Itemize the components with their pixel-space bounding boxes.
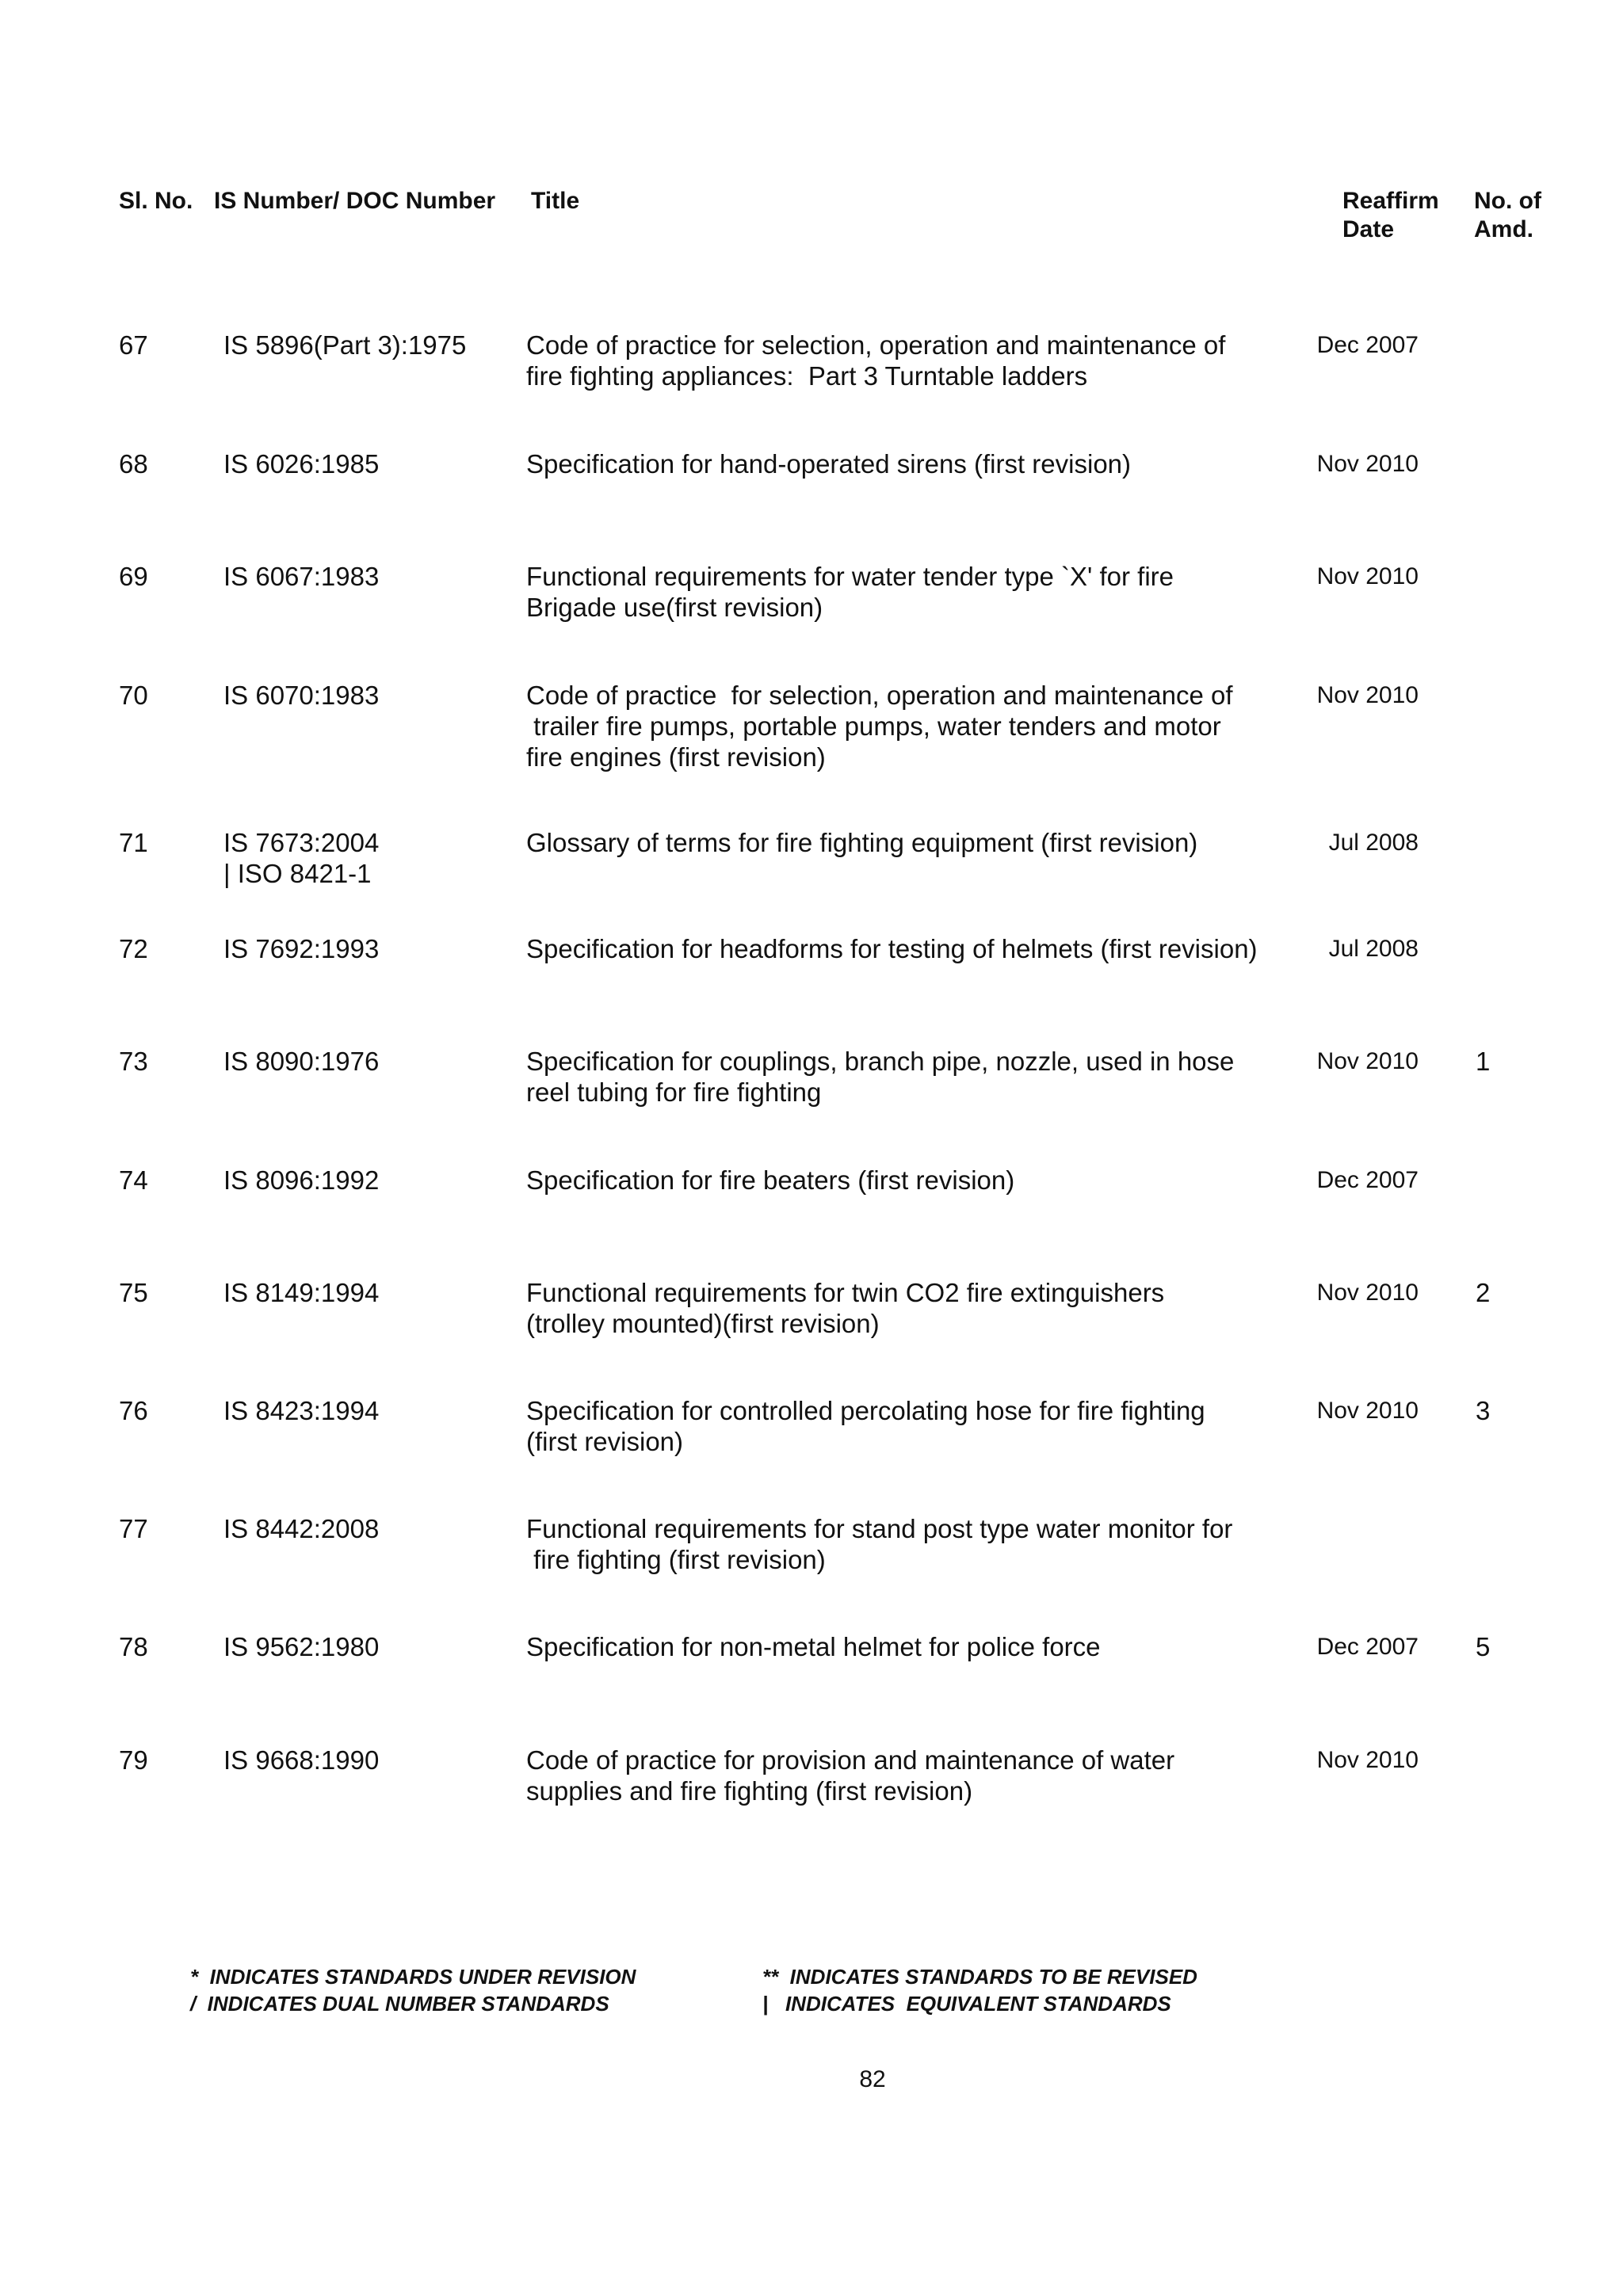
title-cell: Glossary of terms for fire fighting equipment (first revision) <box>526 828 1198 857</box>
page-number: 82 <box>859 2066 886 2092</box>
is-number-cell: IS 8423:1994 <box>223 1396 380 1425</box>
is-number-cell: IS 8442:2008 <box>223 1514 380 1543</box>
header-is-number: IS Number/ DOC Number <box>214 188 496 214</box>
title-cell: Specification for non-metal helmet for police force <box>526 1632 1101 1661</box>
sl-no-cell: 70 <box>119 681 148 710</box>
amendment-count-cell: 2 <box>1476 1278 1491 1307</box>
header-reaffirm-date: Reaffirm Date <box>1342 188 1439 242</box>
legend-dual-number: / INDICATES DUAL NUMBER STANDARDS <box>190 1992 609 2016</box>
sl-no-cell: 69 <box>119 562 148 591</box>
reaffirm-date-cell: Dec 2007 <box>1316 1167 1419 1193</box>
is-number-cell: IS 9668:1990 <box>223 1745 380 1775</box>
is-number-cell: IS 6070:1983 <box>223 681 380 710</box>
reaffirm-date-cell: Jul 2008 <box>1328 936 1419 962</box>
is-number-cell: IS 5896(Part 3):1975 <box>223 330 467 360</box>
title-cell: Functional requirements for stand post type water monitor for fire fighting (first revision) <box>526 1514 1233 1574</box>
sl-no-cell: 77 <box>119 1514 148 1543</box>
title-cell: Specification for couplings, branch pipe, nozzle, used in hose reel tubing for fire fighting <box>526 1047 1235 1107</box>
is-number-cell: IS 9562:1980 <box>223 1632 380 1661</box>
sl-no-cell: 78 <box>119 1632 148 1661</box>
reaffirm-date-cell: Nov 2010 <box>1316 682 1419 708</box>
sl-no-cell: 67 <box>119 330 148 360</box>
sl-no-cell: 76 <box>119 1396 148 1425</box>
sl-no-cell: 79 <box>119 1745 148 1775</box>
sl-no-cell: 68 <box>119 449 148 479</box>
reaffirm-date-cell: Dec 2007 <box>1316 332 1419 358</box>
is-number-cell: IS 7673:2004 | ISO 8421-1 <box>223 828 380 888</box>
is-number-cell: IS 8090:1976 <box>223 1047 380 1076</box>
title-cell: Specification for fire beaters (first revision) <box>526 1165 1015 1195</box>
sl-no-cell: 73 <box>119 1047 148 1076</box>
title-cell: Functional requirements for twin CO2 fire extinguishers (trolley mounted)(first revision) <box>526 1278 1165 1338</box>
reaffirm-date-cell: Nov 2010 <box>1316 1048 1419 1074</box>
title-cell: Functional requirements for water tender type `X' for fire Brigade use(first revision) <box>526 562 1174 622</box>
reaffirm-date-cell: Nov 2010 <box>1316 1747 1419 1773</box>
reaffirm-date-cell: Nov 2010 <box>1316 1398 1419 1424</box>
is-number-cell: IS 6026:1985 <box>223 449 380 479</box>
amendment-count-cell: 3 <box>1476 1396 1491 1425</box>
title-cell: Specification for hand-operated sirens (first revision) <box>526 449 1132 479</box>
title-cell: Code of practice for provision and maintenance of water supplies and fire fighting (first revision) <box>526 1745 1175 1806</box>
header-no-of-amd: No. of Amd. <box>1474 188 1541 242</box>
legend-under-revision: * INDICATES STANDARDS UNDER REVISION <box>190 1965 636 1989</box>
amendment-count-cell: 5 <box>1476 1632 1491 1661</box>
is-number-cell: IS 8149:1994 <box>223 1278 380 1307</box>
amendment-count-cell: 1 <box>1476 1047 1491 1076</box>
reaffirm-date-cell: Nov 2010 <box>1316 1280 1419 1306</box>
sl-no-cell: 75 <box>119 1278 148 1307</box>
legend-equivalent: | INDICATES EQUIVALENT STANDARDS <box>762 1992 1171 2016</box>
title-cell: Code of practice for selection, operation and maintenance of fire fighting appliances: Part 3 Turntable ladders <box>526 330 1226 391</box>
header-sl-no: Sl. No. <box>119 188 193 214</box>
sl-no-cell: 71 <box>119 828 148 857</box>
is-number-cell: IS 7692:1993 <box>223 934 380 963</box>
reaffirm-date-cell: Nov 2010 <box>1316 451 1419 477</box>
reaffirm-date-cell: Nov 2010 <box>1316 563 1419 589</box>
sl-no-cell: 72 <box>119 934 148 963</box>
legend-to-be-revised: ** INDICATES STANDARDS TO BE REVISED <box>762 1965 1197 1989</box>
sl-no-cell: 74 <box>119 1165 148 1195</box>
header-title: Title <box>531 188 580 214</box>
title-cell: Code of practice for selection, operation and maintenance of trailer fire pumps, portable pumps, water tenders and motor fire engines (first revision) <box>526 681 1233 772</box>
reaffirm-date-cell: Jul 2008 <box>1328 830 1419 856</box>
title-cell: Specification for controlled percolating hose for fire fighting (first revision) <box>526 1396 1205 1456</box>
is-number-cell: IS 6067:1983 <box>223 562 380 591</box>
title-cell: Specification for headforms for testing of helmets (first revision) <box>526 934 1258 963</box>
is-number-cell: IS 8096:1992 <box>223 1165 380 1195</box>
reaffirm-date-cell: Dec 2007 <box>1316 1634 1419 1660</box>
